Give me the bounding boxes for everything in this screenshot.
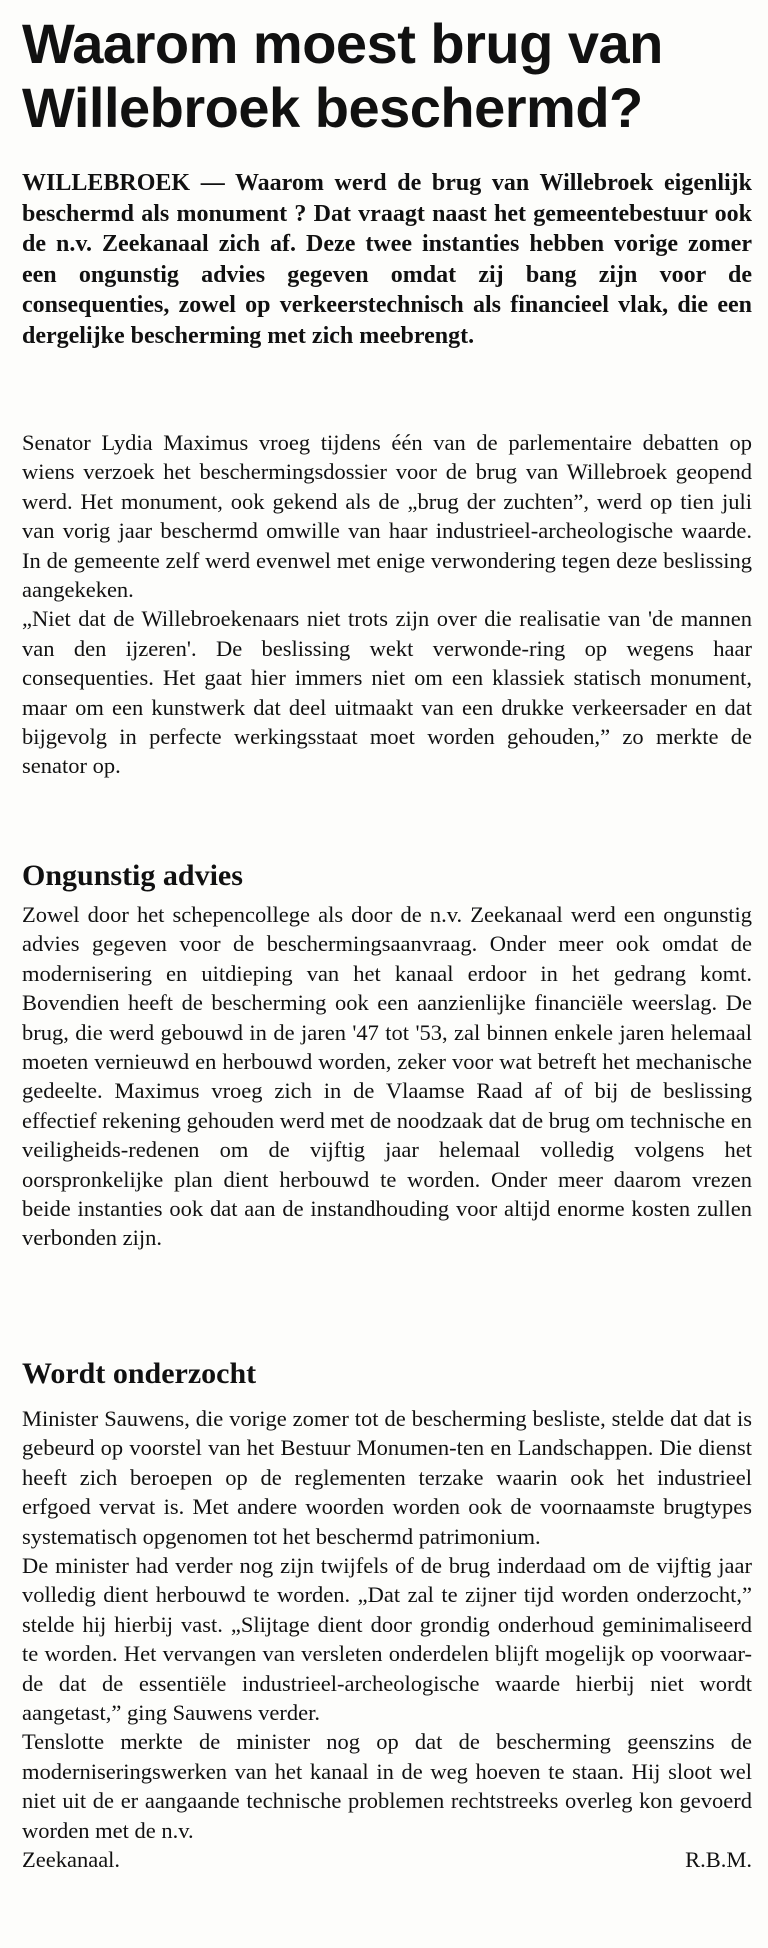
section1-paragraph-1: Zowel door het schepencollege als door de n.v. Zeekanaal werd een ongunstig advies gegeven voor de beschermingsaanvraag. Onder meer ook omdat de modernisering en uitdieping van het kanaal erdoor in het gedrang komt. Bovendien heeft de bescherming ook een aanzienlijke financiële weerslag. De brug, die werd gebouwd in de jaren '47 tot '53, zal binnen enkele jaren helemaal moeten vernieuwd en herbouwd worden, zeker voor wat betreft het mechanische gedeelte. Maximus vroeg zich in de Vlaamse Raad af of bij de beslissing effectief rekening gehouden werd met de noodzaak dat de brug om technische en veiligheids-redenen om de vijftig jaar helemaal volledig volgens het oorspronkelijke plan dient herbouwd te worden. Onder meer daarom vrezen beide instanties ook dat aan de instandhouding voor altijd enorme kosten zullen verbonden zijn. <box>22 902 752 1251</box>
section-heading-wordt-onderzocht: Wordt onderzocht <box>22 1357 257 1390</box>
section-heading-ongunstig-advies: Ongunstig advies <box>22 859 243 892</box>
intro-paragraph-2: „Niet dat de Willebroekenaars niet trots zijn over die realisatie van 'de mannen van den ijzeren'. De beslissing wekt verwonde-ring op wegens haar consequenties. Het gaat hier immers niet om een klassiek statisch monument, maar om een kunstwerk dat deel uitmaakt van een drukke verkeersader en dat bijgevolg in perfecte werkingsstaat moet worden gehouden,” zo merkte de senator op. <box>22 606 752 779</box>
section1-body <box>22 900 752 1253</box>
section2-paragraph-3: Tenslotte merkte de minister nog op dat de bescherming geenszins de moderniseringswerken van het kanaal in de weg hoeven te staan. Hij sloot wel niet uit de er aangaande technische problemen rechtstreeks overleg kon gevoerd worden met de n.v. <box>22 1729 752 1843</box>
section2-paragraph-2: De minister had verder nog zijn twijfels of de brug inderdaad om de vijftig jaar volledig dient herbouwd te worden. „Dat zal te zijner tijd worden onderzocht,” stelde hij hierbij vast. „Slijtage dient door grondig onderhoud geminimaliseerd te worden. Het vervangen van versleten onderdelen blijft mogelijk op voorwaar-de dat de essentiële industrieel-archeologische waarde hierbij niet wordt aangetast,” ging Sauwens verder. <box>22 1553 752 1726</box>
author-signature: R.B.M. <box>685 1847 752 1873</box>
intro-body <box>22 428 752 781</box>
section2-paragraph-1: Minister Sauwens, die vorige zomer tot de bescherming besliste, stelde dat dat is gebeurd op voorstel van het Bestuur Monumen-ten en Landschappen. Die dienst heeft zich beroepen op de reglementen terzake waarin ook het industrieel erfgoed vervat is. Met andere woorden worden ook de voornaamste brugtypes systematisch opgenomen tot het beschermd patrimonium. <box>22 1406 752 1549</box>
closing-text: Zeekanaal. <box>22 1847 121 1873</box>
intro-paragraph-1: Senator Lydia Maximus vroeg tijdens één van de parlementaire debatten op wiens verzoek het beschermingsdossier voor de brug van Willebroek geopend werd. Het monument, ook gekend als de „brug der zuchten”, werd op tien juli van vorig jaar beschermd omwille van haar industrieel-archeologische waarde. In de gemeente zelf werd evenwel met enige verwondering tegen deze beslissing aangekeken. <box>22 430 752 603</box>
section2-body <box>22 1404 752 1875</box>
article-lead: WILLEBROEK — Waarom werd de brug van Willebroek eigenlijk beschermd als monument ? Dat vraagt naast het gemeentebestuur ook de n.v. Zeekanaal zich af. Deze twee instanties hebben vorige zomer een ongunstig advies gegeven omdat zij bang zijn voor de consequenties, zowel op verkeerstechnisch als financieel vlak, die een dergelijke bescherming met zich meebrengt. <box>22 170 752 349</box>
closing-line <box>22 1845 752 1874</box>
article-headline: Waarom moest brug van Willebroek beschermd? <box>22 12 663 139</box>
